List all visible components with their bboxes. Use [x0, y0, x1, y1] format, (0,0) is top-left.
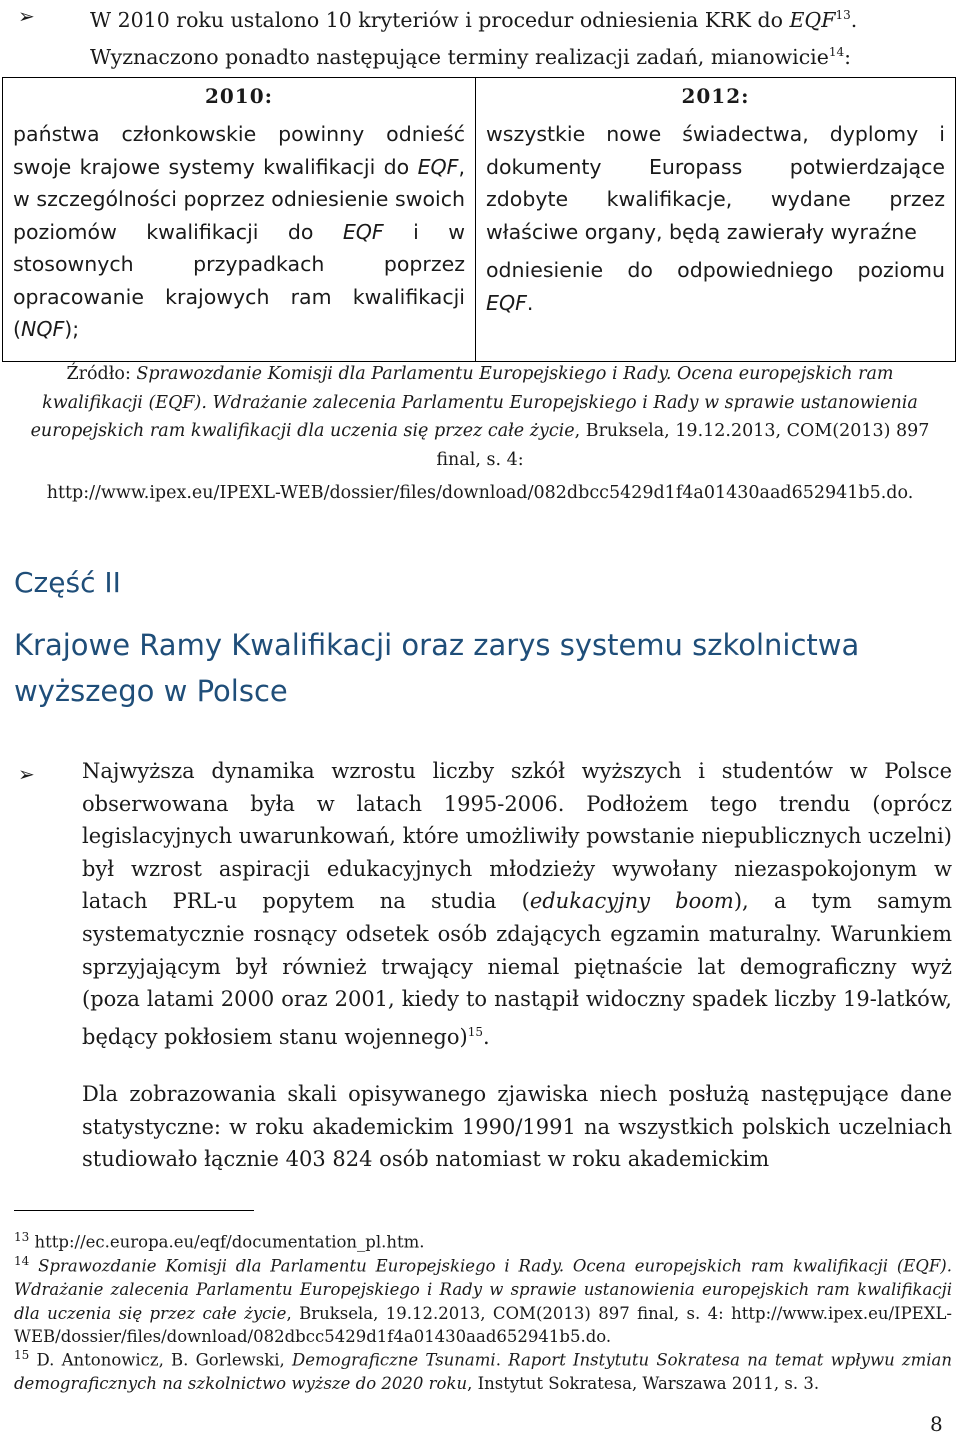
- footnote-ref-13[interactable]: 13: [835, 8, 851, 22]
- cell-text: wszystkie nowe świadectwa, dyplomy i dokumenty Europass potwierdzające zdobyte kwalifikacje, wydane przez właściwe organy, będą zawierały wyraźne: [486, 122, 945, 244]
- intro-line1: W 2010 roku ustalono 10 kryteriów i procedur odniesienia KRK do: [90, 7, 790, 32]
- footnote-number: 15: [14, 1348, 30, 1362]
- part-title-line2: wyższego w Polsce: [14, 674, 288, 708]
- cell-text: );: [64, 317, 80, 341]
- para-italic: edukacyjny boom: [529, 889, 734, 914]
- cell-text: państwa członkowskie powinny odnieść swoje krajowe systemy kwalifikacji do: [13, 122, 465, 179]
- intro-line2: Wyznaczono ponadto następujące terminy realizacji zadań, mianowicie: [90, 44, 829, 69]
- footnote-title: Raport Instytutu Sokratesa na temat wpływu zmian demograficznych na szkolnictwo wyższe do 2020 roku: [14, 1350, 952, 1394]
- footnote-text: D. Antonowicz, B. Gorlewski,: [29, 1350, 292, 1370]
- para-text: ), a tym samym systematycznie rosnący odsetek osób zdających egzamin maturalny. Warunkiem sprzyjającym był również trwający niemal piętnaście lat demograficzny wyż (poza latami 2000 oraz 2001, kiedy to nastąpił widoczny spadek liczby 19-latków, będący pokłosiem stanu wojennego): [82, 889, 953, 1049]
- deadlines-table: [2, 77, 956, 362]
- cell-text: , w szczególności poprzez odniesienie swoich poziomów kwalifikacji do: [13, 154, 465, 244]
- eqf-term: EQF: [417, 154, 459, 179]
- part-title-line1: Krajowe Ramy Kwalifikacji oraz zarys systemu szkolnictwa: [14, 628, 860, 662]
- body-paragraph-2: Dla zobrazowania skali opisywanego zjawiska niech posłużą następujące dane statystyczne: w roku akademickim 1990/1991 na wszystkich polskich uczelniach studiowało łącznie 403 824 osób natomiast w roku akademickim: [82, 1082, 952, 1172]
- source-url[interactable]: http://www.ipex.eu/IPEXL-WEB/dossier/files/download/082dbcc5429d1f4a01430aad652941b5.do.: [46, 483, 914, 503]
- part-title: [14, 622, 859, 714]
- source-details: , Bruksela, 19.12.2013, COM(2013) 897 final, s. 4:: [436, 421, 930, 470]
- punct: :: [844, 44, 852, 69]
- para-text: Najwyższa dynamika wzrostu liczby szkół wyższych i studentów w Polsce obserwowana była w latach 1995-2006. Podłożem tego trendu (oprócz legislacyjnych uwarunkowań, które umożliwiły powstanie niepublicznych uczelni) był wzrost aspiracji edukacyjnych młodzieży wywołany niezaspokojonym w latach PRL-u popytem na studia (: [82, 759, 952, 914]
- footnote-15: [14, 1344, 952, 1396]
- cell-text: odniesienie do odpowiedniego poziomu: [486, 258, 945, 282]
- arrowhead-bullet-icon: ➢: [18, 4, 35, 28]
- eqf-term: EQF: [342, 219, 384, 244]
- footnote-number: 14: [14, 1254, 30, 1268]
- footnote-13-link[interactable]: http://ec.europa.eu/eqf/documentation_pl.htm.: [29, 1232, 425, 1252]
- footnote-14: [14, 1250, 952, 1349]
- deadline-2012-text: [486, 118, 945, 248]
- body-paragraph-1: [82, 755, 952, 1053]
- intro-bullet-text: [90, 0, 950, 73]
- cell-text: .: [526, 290, 534, 315]
- eqf-term: EQF: [789, 7, 836, 32]
- footnote-details: , Bruksela, 19.12.2013, COM(2013) 897 final, s. 4: http://www.ipex.eu/IPEXL-WEB/dossier/files/download/082dbcc5429d1f4a01430aad652941b5.do.: [14, 1303, 952, 1347]
- deadline-2012-text-2: [486, 254, 945, 319]
- page-number: 8: [930, 1412, 943, 1436]
- eqf-term: EQF: [486, 290, 527, 315]
- footnote-separator: [14, 1210, 254, 1211]
- deadline-cell-2010: [3, 78, 476, 362]
- part-label: Część II: [14, 566, 121, 599]
- year-2012-heading: 2012:: [681, 84, 750, 108]
- footnote-number: 13: [14, 1230, 30, 1244]
- nqf-term: NQF: [21, 317, 65, 341]
- source-label: Źródło:: [66, 364, 137, 384]
- footnote-ref-15[interactable]: 15: [467, 1024, 483, 1039]
- footnote-ref-14[interactable]: 14: [828, 44, 845, 59]
- punct: .: [482, 1024, 490, 1049]
- footnote-text: , Instytut Sokratesa, Warszawa 2011, s. 3.: [467, 1374, 820, 1394]
- footnote-title: Sprawozdanie Komisji dla Parlamentu Europejskiego i Rady. Ocena europejskich ram kwalifikacji (EQF). Wdrażanie zalecenia Parlamentu Europejskiego i Rady w sprawie ustanowienia europejskich ram kwalifikacji dla uczenia się przez całe życie: [14, 1256, 952, 1323]
- punct: .: [850, 7, 858, 32]
- table-source: [14, 360, 946, 474]
- footnote-title: Demograficzne Tsunami: [292, 1350, 496, 1370]
- deadline-cell-2012: [476, 78, 956, 362]
- deadline-2010-text: [13, 118, 465, 346]
- arrowhead-bullet-icon: ➢: [18, 762, 35, 786]
- cell-text: i w stosownych przypadkach poprzez opracowanie krajowych ram kwalifikacji (: [13, 219, 465, 341]
- source-title: Sprawozdanie Komisji dla Parlamentu Europejskiego i Rady. Ocena europejskich ram kwalifikacji (EQF). Wdrażanie zalecenia Parlamentu Europejskiego i Rady w sprawie ustanowienia europejskich ram kwalifikacji dla uczenia się przez całe życie: [30, 364, 918, 441]
- footnote-text: .: [495, 1350, 509, 1370]
- year-2010-heading: 2010:: [204, 84, 274, 108]
